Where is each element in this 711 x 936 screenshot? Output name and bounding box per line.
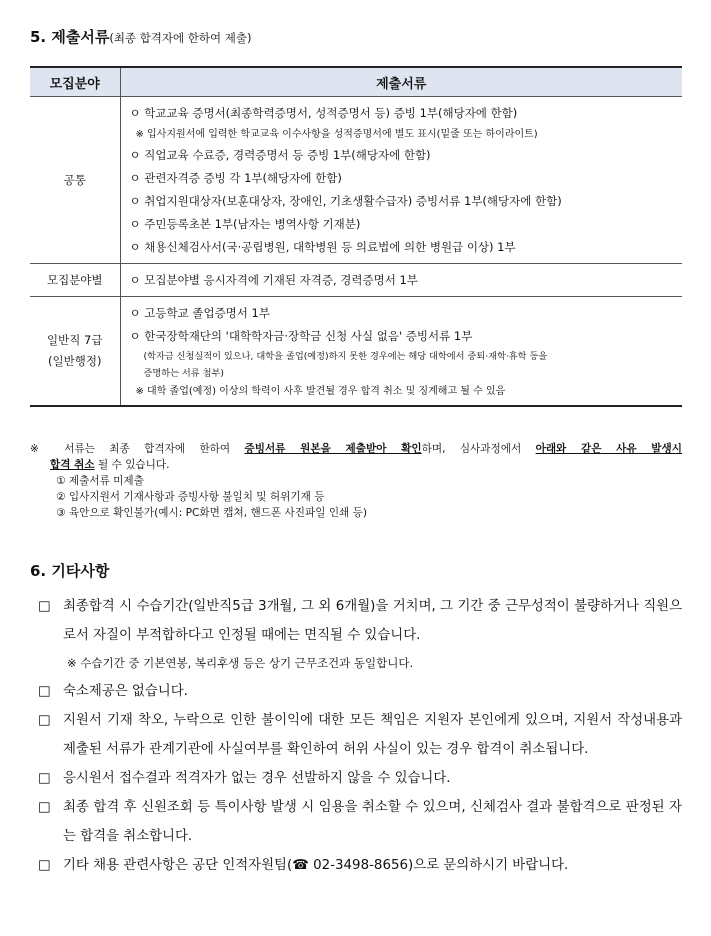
common-document-list: [120, 97, 682, 264]
table-row-general-grade7: [30, 297, 682, 407]
category-general-grade7: [30, 297, 120, 407]
checkbox-icon: □: [38, 684, 51, 699]
notes-reason: ① 제출서류 미제출: [56, 475, 144, 487]
section-5-subtitle: (최종 합격자에 한하여 제출): [109, 31, 252, 45]
list-item: ㅇ 한국장학재단의 '대학학자금·장학금 신청 사실 없음' 증빙서류 1부: [129, 329, 473, 343]
section-6-title: 6. 기타사항: [30, 562, 110, 580]
list-item: [38, 793, 682, 851]
item-text: 기타 채용 관련사항은 공단 인적자원팀(☎ 02-3498-8656)으로 문의하시기 바랍니다.: [63, 858, 569, 873]
category-line: (일반행정): [48, 354, 102, 368]
notes-emphasis: 증빙서류 원본을 제출받아 확인: [244, 443, 422, 455]
notes-emphasis: 아래와 같은 사유 발생시: [535, 443, 682, 455]
other-matters-list: [38, 592, 682, 880]
notes-main-line: [30, 441, 682, 457]
item-text: 지원서 기재 착오, 누락으로 인한 불이익에 대한 모든 책임은 지원자 본인에게 있으며, 지원서 작성내용과 제출된 서류가 관계기관에 사실여부를 확인하여 허위 사실이 있는 경우 합격이 취소됩니다.: [63, 713, 682, 757]
section-5-title: 5. 제출서류: [30, 28, 110, 46]
list-item: ㅇ 모집분야별 응시자격에 기재된 자격증, 경력증명서 1부: [129, 273, 418, 287]
list-note: (학자금 신청실적이 있으나, 대학을 졸업(예정)하지 못한 경우에는 해당 대학에서 중퇴·재학·휴학 등을: [143, 351, 548, 362]
category-common: 공통: [30, 97, 120, 264]
notes-text: 될 수 있습니다.: [94, 459, 170, 471]
list-item: ㅇ 고등학교 졸업증명서 1부: [129, 306, 270, 320]
checkbox-icon: □: [38, 800, 51, 815]
list-note: ※ 대학 졸업(예정) 이상의 학력이 사후 발견될 경우 합격 취소 및 징계해고 될 수 있음: [135, 386, 506, 397]
list-item: [38, 764, 682, 793]
notes-continuation: [30, 457, 682, 473]
list-item: ㅇ 주민등록초본 1부(남자는 병역사항 기재분): [129, 217, 361, 231]
notes-reason: ③ 육안으로 확인불가(예시: PC화면 캡쳐, 핸드폰 사진파일 인쇄 등): [56, 507, 368, 519]
list-note: 증명하는 서류 첨부): [143, 368, 224, 379]
item-text: 최종합격 시 수습기간(일반직5급 3개월, 그 외 6개월)을 거치며, 그 기간 중 근무성적이 불량하거나 직원으로서 자질이 부적합하다고 인정될 때에는 면직될 수 있습니다.: [63, 599, 682, 643]
list-item: [38, 851, 682, 880]
list-item: ㅇ 학교교육 증명서(최종학력증명서, 성적증명서 등) 증빙 1부(해당자에 한함): [129, 106, 518, 120]
list-item: ㅇ 관련자격증 증빙 각 1부(해당자에 한함): [129, 171, 342, 185]
by-field-document-list: [120, 264, 682, 297]
category-by-field: 모집분야별: [30, 264, 120, 297]
table-header-row: [30, 67, 682, 97]
header-recruitment-field: 모집분야: [30, 67, 120, 97]
notes-text: ※ 서류는 최종 합격자에 한하여: [30, 443, 245, 455]
list-note: ※ 입사지원서에 입력한 학교교육 이수사항을 성적증명서에 별도 표시(밑줄 또는 하이라이트): [135, 129, 538, 140]
checkbox-icon: □: [38, 599, 51, 614]
table-row-by-field: [30, 264, 682, 297]
notes-emphasis: 합격 취소: [50, 459, 95, 471]
list-item: [38, 706, 682, 764]
list-item: [38, 677, 682, 706]
checkbox-icon: □: [38, 858, 51, 873]
grade7-document-list: [120, 297, 682, 407]
checkbox-icon: □: [38, 771, 51, 786]
table-row-common: [30, 97, 682, 264]
submission-notes: [30, 441, 682, 521]
checkbox-icon: □: [38, 713, 51, 728]
submission-documents-table: [30, 66, 682, 407]
header-submission-documents: 제출서류: [120, 67, 682, 97]
list-item: [38, 592, 682, 677]
list-item: ㅇ 취업지원대상자(보훈대상자, 장애인, 기초생활수급자) 증빙서류 1부(해당자에 한함): [129, 194, 562, 208]
notes-reason: ② 입사지원서 기재사항과 증빙사항 불일치 및 허위기재 등: [56, 491, 325, 503]
section-5-heading: [30, 26, 251, 47]
item-note: ※ 수습기간 중 기본연봉, 복리후생 등은 상기 근무조건과 동일합니다.: [67, 656, 414, 670]
notes-text: 하며, 심사과정에서: [421, 443, 536, 455]
item-text: 최종 합격 후 신원조회 등 특이사항 발생 시 임용을 취소할 수 있으며, 신체검사 결과 불합격으로 판정된 자는 합격을 취소합니다.: [63, 800, 682, 844]
category-line: 일반직 7급: [47, 333, 103, 347]
item-text: 응시원서 접수결과 적격자가 없는 경우 선발하지 않을 수 있습니다.: [63, 771, 451, 786]
item-text: 숙소제공은 없습니다.: [63, 684, 188, 699]
list-item: ㅇ 직업교육 수료증, 경력증명서 등 증빙 1부(해당자에 한함): [129, 148, 431, 162]
list-item: ㅇ 채용신체검사서(국·공립병원, 대학병원 등 의료법에 의한 병원급 이상) 1부: [129, 240, 516, 254]
